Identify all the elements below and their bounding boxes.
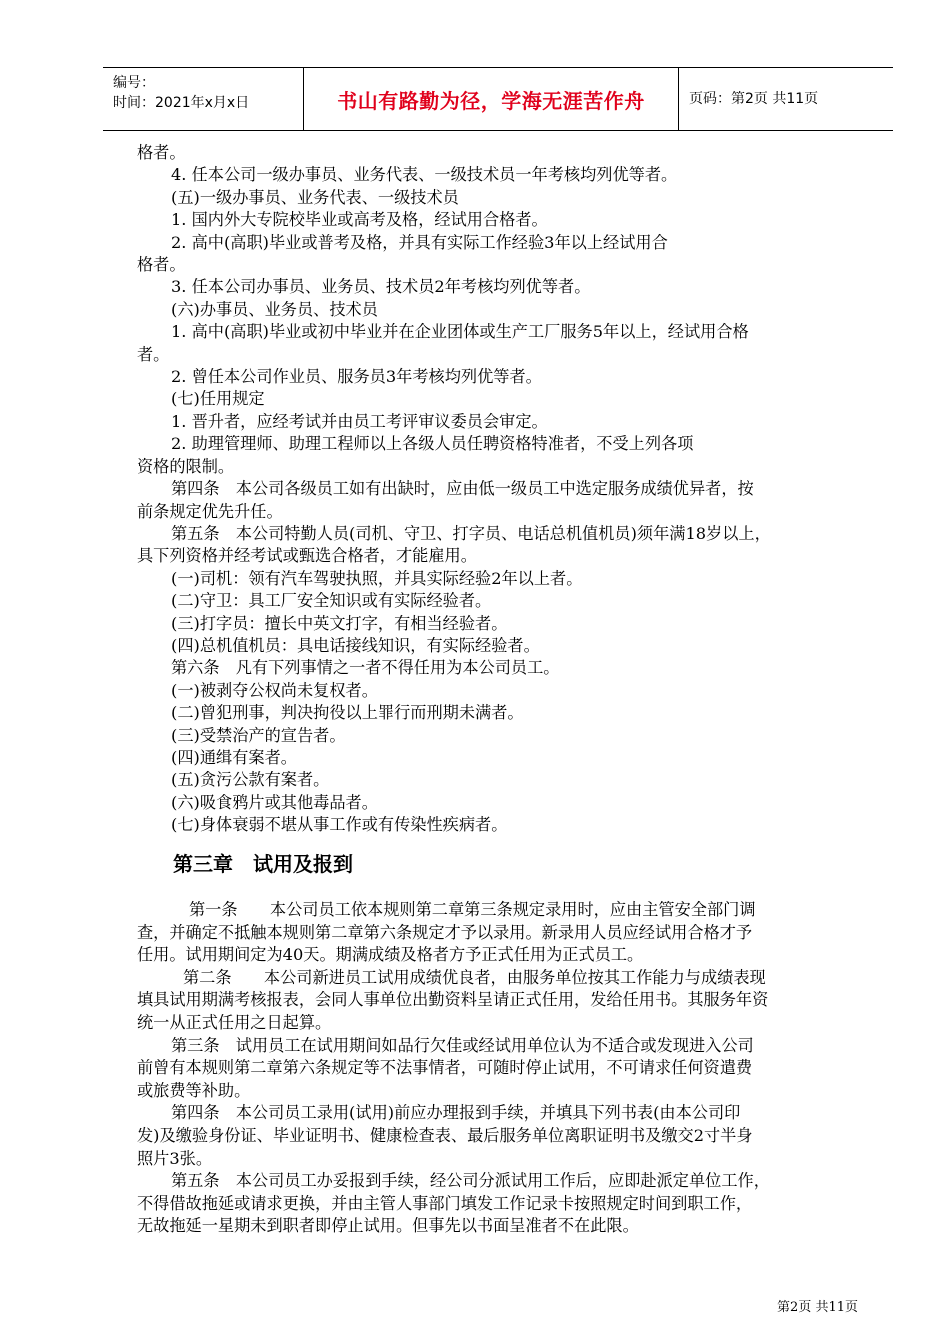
text-line: (五)贪污公款有案者。 (171, 770, 330, 790)
text-line: 或旅费等补助。 (137, 1080, 251, 1100)
text-line: 4. 任本公司一级办事员、业务代表、一级技术员一年考核均列优等者。 (171, 165, 678, 185)
text-line: (一)被剥夺公权尚未复权者。 (171, 680, 378, 700)
page-header (103, 67, 893, 131)
text-line: 发)及缴验身份证、毕业证明书、健康检查表、最后服务单位离职证明书及缴交2寸半身 (137, 1125, 753, 1145)
text-line: 第二条 本公司新进员工试用成绩优良者，由服务单位按其工作能力与成绩表现 (183, 967, 766, 987)
text-line: 1. 国内外大专院校毕业或高考及格，经试用合格者。 (171, 210, 548, 230)
text-line: 具下列资格并经考试或甄选合格者，才能雇用。 (137, 546, 477, 566)
text-line: 第五条 本公司员工办妥报到手续，经公司分派试用工作后，应即赴派定单位工作， (171, 1171, 770, 1191)
text-line: 统一从正式任用之日起算。 (137, 1012, 332, 1032)
text-line: 3. 任本公司办事员、业务员、技术员2年考核均列优等者。 (171, 277, 591, 297)
motto-text: 书山有路勤为径，学海无涯苦作舟 (337, 89, 645, 113)
header-motto-cell (304, 68, 679, 130)
text-line: 格者。 (137, 255, 186, 275)
header-page-cell (679, 68, 893, 130)
document-time: 时间：2021年x月x日 (113, 95, 250, 111)
text-line: (七)任用规定 (171, 389, 265, 409)
page-footer: 第2页 共11页 (777, 1300, 858, 1315)
text-line: (三)打字员：擅长中英文打字，有相当经验者。 (171, 613, 508, 633)
text-line: 前曾有本规则第二章第六条规定等不法事情者，可随时停止试用，不可请求任何资遣费 (137, 1058, 753, 1078)
section-qualifications (137, 142, 865, 837)
text-line: 1. 高中(高职)毕业或初中毕业并在企业团体或生产工厂服务5年以上，经试用合格 (171, 322, 749, 342)
chapter-title: 第三章 试用及报到 (173, 852, 353, 876)
text-line: 格者。 (137, 143, 186, 162)
text-line: 1. 晋升者，应经考试并由员工考评审议委员会审定。 (171, 411, 548, 431)
text-line: 资格的限制。 (137, 456, 235, 476)
text-line: 2. 高中(高职)毕业或普考及格，并具有实际工作经验3年以上经试用合 (171, 232, 668, 252)
text-line: 第五条 本公司特勤人员(司机、守卫、打字员、电话总机值机员)须年满18岁以上， (171, 523, 771, 543)
text-line: 第三条 试用员工在试用期间如品行欠佳或经试用单位认为不适合或发现进入公司 (171, 1035, 754, 1055)
text-line: 第一条 本公司员工依本规则第二章第三条规定录用时，应由主管安全部门调 (189, 900, 756, 919)
text-line: 第四条 本公司各级员工如有出缺时，应由低一级员工中选定服务成绩优异者，按 (171, 479, 754, 499)
page-code: 页码：第2页 共11页 (689, 91, 819, 107)
text-line: (四)通缉有案者。 (171, 747, 297, 767)
text-line: 不得借故拖延或请求更换，并由主管人事部门填发工作记录卡按照规定时间到职工作， (137, 1193, 753, 1213)
text-line: (七)身体衰弱不堪从事工作或有传染性疾病者。 (171, 815, 508, 835)
text-line: 者。 (137, 344, 170, 364)
text-line: 照片3张。 (137, 1148, 213, 1168)
text-line: 查，并确定不抵触本规则第二章第六条规定才予以录用。新录用人员应经试用合格才予 (137, 922, 753, 942)
text-line: (六)办事员、业务员、技术员 (171, 299, 378, 319)
text-line: 第六条 凡有下列事情之一者不得任用为本公司员工。 (171, 658, 560, 678)
text-line: 2. 曾任本公司作业员、服务员3年考核均列优等者。 (171, 367, 542, 387)
text-line: (二)守卫：具工厂安全知识或有实际经验者。 (171, 591, 492, 611)
text-line: 前条规定优先升任。 (137, 501, 283, 521)
text-line: 填具试用期满考核报表，会同人事单位出勤资料呈请正式任用，发给任用书。其服务年资 (137, 990, 769, 1010)
text-line: 任用。试用期间定为40天。期满成绩及格者方予正式任用为正式员工。 (137, 945, 644, 965)
text-line: (二)曾犯刑事，判决拘役以上罪行而刑期未满者。 (171, 703, 524, 723)
document-number: 编号： (113, 75, 155, 91)
text-line: (五)一级办事员、业务代表、一级技术员 (171, 187, 459, 207)
section-probation (137, 899, 865, 1238)
text-line: 第四条 本公司员工录用(试用)前应办理报到手续，并填具下列书表(由本公司印 (171, 1103, 741, 1123)
text-line: (一)司机：领有汽车驾驶执照，并具实际经验2年以上者。 (171, 568, 583, 588)
text-line: 无故拖延一星期未到职者即停止试用。但事先以书面呈准者不在此限。 (137, 1216, 639, 1236)
text-line: (四)总机值机员：具电话接线知识，有实际经验者。 (171, 635, 540, 655)
header-meta-cell (103, 68, 304, 130)
text-line: (六)吸食鸦片或其他毒品者。 (171, 792, 378, 812)
text-line: 2. 助理管理师、助理工程师以上各级人员任聘资格特准者，不受上列各项 (171, 434, 694, 454)
text-line: (三)受禁治产的宣告者。 (171, 725, 346, 745)
